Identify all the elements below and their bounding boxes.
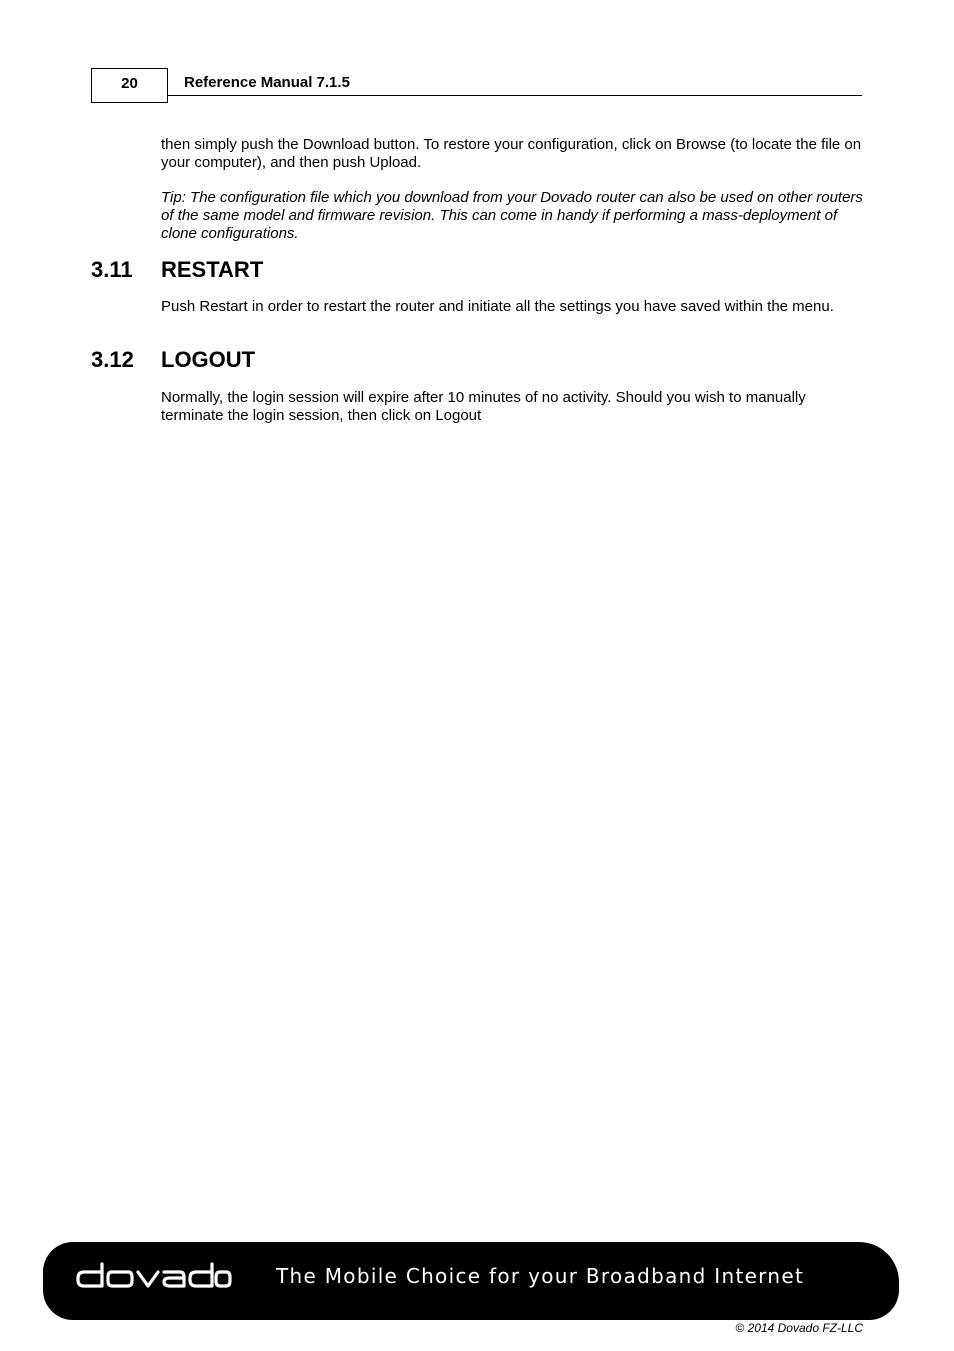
logout-paragraph: Normally, the login session will expire after 10 minutes of no activity. Should you wish to manually terminate the login session, then click on Logout	[161, 389, 806, 424]
tip-paragraph: Tip: The configuration file which you download from your Dovado router can also be used on other routers of the same model and firmware revision. This can come in handy if performing a mass-deployment of clone configurations.	[161, 189, 863, 242]
section-title: RESTART	[161, 257, 264, 282]
copyright-notice: © 2014 Dovado FZ-LLC	[735, 1321, 863, 1335]
dovado-logo	[76, 1258, 236, 1294]
section-number: 3.12	[91, 347, 134, 372]
header-rule	[168, 95, 862, 96]
section-heading-logout	[91, 347, 255, 373]
restart-paragraph: Push Restart in order to restart the router and initiate all the settings you have saved within the menu.	[161, 298, 834, 315]
running-header-title: Reference Manual 7.1.5	[184, 74, 350, 91]
page-number: 20	[91, 68, 168, 103]
section-title: LOGOUT	[161, 347, 256, 372]
section-number: 3.11	[91, 257, 133, 282]
intro-paragraph: then simply push the Download button. To restore your configuration, click on Browse (to locate the file on your computer), and then push Upload.	[161, 136, 862, 171]
footer-tagline: The Mobile Choice for your Broadband Internet	[276, 1264, 805, 1288]
section-heading-restart	[91, 257, 263, 283]
